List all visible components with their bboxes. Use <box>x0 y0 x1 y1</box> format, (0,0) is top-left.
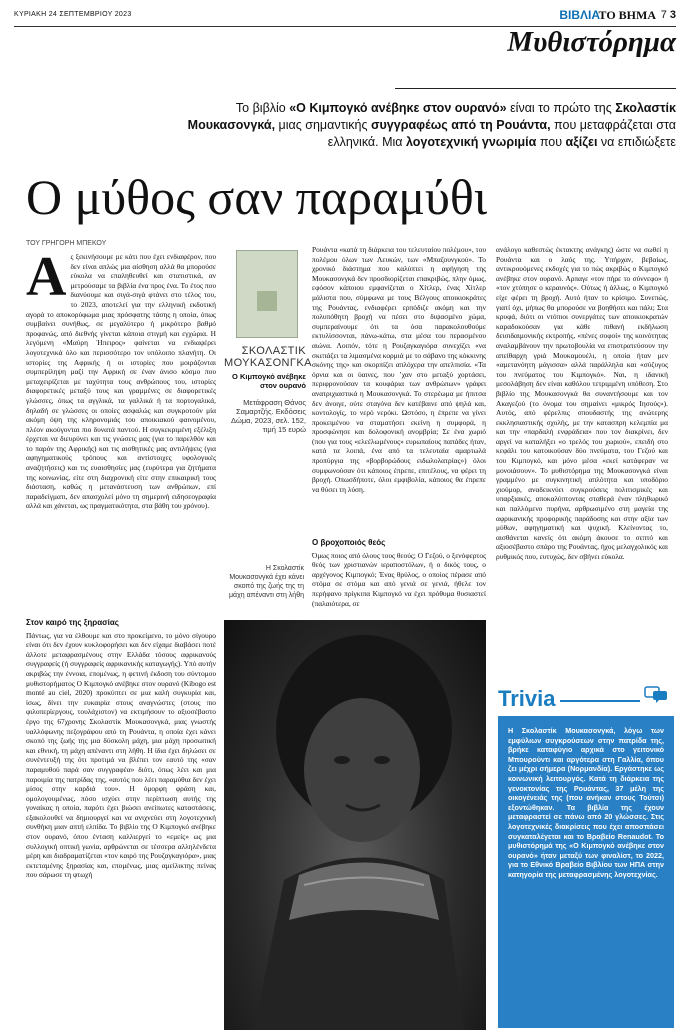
headline: Ο μύθος σαν παραμύθι <box>26 169 488 225</box>
article-text: Πάντως, για να έλθουμε και στο προκείμενο, το μόνο σίγουρο είναι ότι δεν έχουν κυκλοφορήσει και δεν είχαμε διαβάσει ποτέ άλλοτε μεταφρασμένους στην Ελλάδα τόσους αφρικανούς συγγραφείς (ή συγγραφείς αφρικανικής καταγωγής). Υπό αυτήν ακριβώς την έννοια, επομένως, η φετινή έκδοση του σύντομου μυθιστορήματος Ο Κιμπογκό ανέβηκε στον ουρανό (Kibogo est monté au ciel, 2020) προκύπτει σε μια καλή συγκυρία και, ίσως, δίνει την ευκαιρία στους αναγνώστες (στους πιο φιλοπερίεργους, τουλάχιστον) να εκτιμήσουν το αξιοσέβαστο έργο της 67χρονης Σκολαστίκ Μουκασονγκά, μιας γνωστής υαλλόφωνης πεζογράφου από τη Ρουάντα, η οποία έχει κάνει σκοπό της ζωής της μια δύσκολη μάχη, μια μάχη προσωπική και εθνική, τη μάχη απέναντι στη λήθη. Η ίδια έχει δηλώσει σε συνέντευξή της ότι προτιμά να βλέπει τον εαυτό της «σαν παραμυθού παρά σαν συγγραφέα» διότι, όπως λέει και μια παροιμία της πατρίδας της, «αυτός που λέει παραμύθια δεν έχει μίσος στην καρδιά του». Η όμορφη φράση και, ομολογουμένως, πόσο ισχύει στην περίπτωση αυτής της γυναίκας η οποία, παρότι έχει βιώσει ανείπωτες καταστάσεις, εξακολουθεί να δημιουργεί και να ανιχνεύει στη λογοτεχνική συνθήκη μιαν απτή ελπίδα. Το βιβλίο της Ο Κιμπογκό ανέβηκε στον ουρανό, όπου ένταση καλλιεργεί το «εμείς» ως μια συλλογική οπτική γωνία, αρθρώνεται σε τέσσερα αλληλένδετα μέρη και διαδραματίζεται «τον καιρό της Ρουζαγκαγιόρα», μιας εκτεταμένης ξηρασίας και, επομένως, μιας αμείλικτης πείνας που σάρωσε τη φτωχή <box>26 630 216 880</box>
article-text: ς ξεκινήσουμε με κάτι που έχει ενδιαφέρον, που δεν είναι απλώς μια αίσθηση αλλά θα μπορούσε εύκολα να επαληθευθεί και στατιστικά, αν μετρούσαμε τα βιβλία ένα προς ένα. Το έτος που διανύουμε και σιγά-σιγά φτάνει στο τέλος του, το 2023, αποτελεί για την ελληνική εκδοτική αγορά το αποκορύφωμα μιας πρόσφατης τάσης η οποία, όπως συμβαίνει συνήθως, σε μεγαλύτερο ή μικρότερο βαθμό προφανώς, από διεθνής γίνεται κάποια στιγμή και εγχώρια. Η λεγόμενη «Μαύρη Ήπειρος» φαίνεται να ενδιαφέρει λογοτεχνικά όλο και περισσότερο τον υπόλοιπο πλανήτη. Οι ιστορίες της Αφρικής ή οι ιστορίες που μοιράζονται συμπερίληψη μαζί την Αφρική σε έναν άνισο κόσμο που μεταχειρίζεται με ταχύτητα τους ανθρώπους του, ιστορίες διαφορετικές μεταξύ τους και γραμμένες σε διαφορετικές γλώσσες, όπως τα αγγλικά, τα γαλλικά ή τα πορτογαλικά, δηλαδή σε γλώσσες οι οποίες ασφαλώς και συγκροτούν μία ακόμη όψη της κληρονομιάς του αποικιακού φαινομένου, πλέον ακούγονται πιο δυνατά παντού. Η συγκεκριμένη εξέλιξη έρχεται να διευρύνει και τις γνώσεις μας (για το παρελθόν και το παρόν της Αφρικής) και τις αισθητικές μας αντιλήψεις (για αφηγηματικούς τρόπους και αντίστοιχες υφολογικές αναζητήσεις) και τις ευαισθησίες μας (ευρύτερα για ζητήματα της κοινωνίας, είτε στη διαχρονική είτε στην επικαιρική τους διάσταση, καθώς η μετανάστευση των ανθρώπων, επί παραδείγματι, δεν απασχολεί μόνο τη σημερινή ειδησεογραφία αλλά και χάνεται, ως πραγματικότητα, στα βάθη του χρόνου). <box>26 252 216 511</box>
speech-bubble-icon <box>644 686 668 704</box>
trivia-rule <box>560 700 640 702</box>
book-meta: Μετάφραση Θάνος Σαμαρτζής. Εκδόσεις Δώμα, 2023, σελ. 152, τιμή 15 ευρώ <box>230 398 306 434</box>
lede-bold: Σκολαστίκ Μουκασονγκά, <box>187 101 676 132</box>
lede-bold: «Ο Κιμπογκό ανέβηκε στον ουρανό» <box>289 101 507 115</box>
page-number-main: 3 <box>669 9 676 21</box>
book-title: Ο Κιμπογκό ανέβηκε στον ουρανό <box>232 372 306 390</box>
drop-cap: Α <box>26 246 67 308</box>
article-column-3-continued <box>312 538 486 608</box>
article-text: ανάλογο καθεστώς έκτακτης ανάγκης) ώστε να σωθεί η Ρουάντα και ο λαός της. Υπήρχαν, βεβαίως, αντικρουόμενες εκδοχές για το πώς ακριβώς ο Κιμπογκό ανέβηκε στον ουρανό. Αρπαγε «τον πήρε το σύννεφο» ή «τον χτύπησε ο κεραυνός». Ούτως ή άλλως, ο Κιμπογκό είχε φέρει τη βροχή. Αυτό ήταν το κρίσιμο. Συνεπώς, γιατί όχι, μήπως θα μπορούσε να βοηθήσει και πάλι; Στα κρυφά, διότι οι ντόπιοι συνεργάτες των αποικιοκρατών καραδοκούσαν για κάθε πιθανή εκδήλωση δεισιδαιμονικής εκτροπής, «πένες σοφοί» της κοινότητας αναλαμβάνουν την πρωτοβουλία να επιστρατεύσουν την απείθαρχη γριά Μουκαμουέλι, η οποία ήταν μεν «αμετανόητη μάγισσα» αλλά παράλληλα και «σύζυγος του πνεύματος του Κιμπογκό». Ναι, η ιδανική μεσολάβηση δεν είναι καθόλου τετριμμένη υπόθεση. Στο βιβλίο της Μουκασονγκά θα συναντήσουμε και τον Ακαγεζού (το όνομα του σημαίνει «μικρός Ιησούς»). Αυτός, από φέρελπις σπουδαστής της ανώτερης εκκλησιαστικής σχολής, με την κατασπρη κελεμπία μα και την «παρδαλή ενφράδεια» που τον διακρίνει, δεν αργεί να καταλήξει «ο τρελός του χωριού», επειδή στο κεφάλι του κατοικούσαν δύο πνεύματα, του Γεζού και του Κιμπογκό, και μόνο μέσα «εκεί κατάφεραν να μονοιάσουν». Το μυθιστόρημα της Μουκασονγκά είναι γραμμένο με συγκινητική απλότητα και υποδόριο χιούμορ, αναδεικνύει συγκρούσεις πολιτισμικές και υπαρξιακές, αποκαλύπτοντας σταθερά έναν πληθωρικό και παλλόμενο πυρήνα, αρθρωσιμένο στη μαγεία της αφρικανικής προφορικής παράδοσης και στην αξία των μύθων, αφηγηματική και ψυχική. Κλείνοντας το, αισθάνεται κανείς ότι ακόμη άκουσε το σεπτό και αξιοσέβαστο σπάρο της Ρουάντας, ήχος μελαγχολικός και ρυθμικός που, ευτυχώς, δεν σβήνει εύκολα. <box>496 245 668 561</box>
page-number <box>661 9 676 21</box>
trivia-label: Trivia <box>498 686 556 711</box>
lede-bold: συγγραφέως από τη Ρουάντα, <box>370 118 551 132</box>
article-text: Ρουάντα «κατά τη διάρκεια του τελευταίου πολέμου», του πολέμου όλων των Λευκών, των «Μπαζουνγκού». Το χρονικό διάστημα που καλύπτει η αφήγηση της Μουκασονγκά δεν προσδιορίζεται επακριβώς, πλην όμως, εφόσον κάποιου εμφανίζεται ο Χίτλερ, ένας Χίτλερ μάλιστα που, σύμφωνα με τους Βέλγους αποικιοκράτες της Ρουάντας, ενδιαφέρει ερπόδιζε ακόμη και την πολυπόθητη βροχή να πέσει στο διψασμένο χώμα, συμπεραίνουμε ότι τα όσα παρακολουθούμε εκτυλίσσονται, πάνω-κάτω, στα μέσα του περασμένου αιώνα. Λοιπόν, τότε η Ρουζαγκαγιόρα συνεχίζει «να σκεπάζει τα λιμασμένα κορμιά με το σάβανο της κόκκινης σκόνης της» και σκορπίζει απλόχερα την απελπισία. «Τα όρνια και οι ύαινες, που ’χαν στο μεταξύ χορτάσει, περιφρονούσαν τα κουφάρια των ανθρώπων» γράφει ανατριχιαστικά η Μουκασονγκά. Το στερέωμα με ήπιτσα δεν άνοιγε, ούτε σταγόνα δεν κατέβαινε από ψηλά και, κοντολογίς, το νερό νερόκι. Ωστόσο, η έπρεπε να γίνει προκειμένου να σταματήσει εκείνη η συμφορά, η προσφώνησε και δολοφονική ανομβρία; Σε ένα χωριό (που για τους «ελεέλωμένους» ευρωπαίους παπάδες ήταν, κατά τα λοιπά, ένα από τα τελευταία αμαρτωλά προπύργια της «βορβορώδους ειδωλολατρίας») όλοι συμφωνούσαν ότι κάποιος έπρεπε, επιτέλους, να φέρει τη βροχή. Οπωσδήποτε, όλοι εμφιβολία, κάποιος θα έπρεπε να θύσει τη λύση. <box>312 245 486 494</box>
author-photo <box>224 620 486 1030</box>
lede <box>156 100 676 151</box>
subheading: Στον καιρό της ξηρασίας <box>26 618 119 627</box>
article-text: Όμως ποιος από όλους τους θεούς; Ο Γεζού, ο ξενόφερτος θεός των χριστιανών ιεραποστόλων, ή ο δικός τους, ο αρχέγονος Κιμπογκό; Ένας θρύλος, ο οποίος πέρασε από στόμα σε στόμα και από γενιά σε γενιά, ήθελε τον περήφανο πρίγκιπα Κιμπογκό να έχει πρόθυμα θυσιαστεί (παλαιότερα, σε <box>312 550 486 608</box>
genre-divider <box>395 88 676 89</box>
page-prefix: 7 <box>660 9 667 21</box>
lede-text: μιας σημαντικής <box>275 118 371 132</box>
issue-date: ΚΥΡΙΑΚΗ 24 ΣΕΠΤΕΜΒΡΙΟΥ 2023 <box>14 11 132 18</box>
lede-text: είναι το πρώτο της <box>506 101 616 115</box>
subheading: Ο βροχοποιός θεός <box>312 538 386 547</box>
trivia-header <box>498 686 670 716</box>
article-column-1-continued <box>26 618 216 880</box>
photo-caption: Η Σκολαστίκ Μουκασονγκά έχει κάνει σκοπό της ζωής της τη μάχη απέναντι στη λήθη <box>228 565 304 599</box>
lede-text: Το βιβλίο <box>235 101 290 115</box>
page-header <box>14 8 676 27</box>
article-column-1 <box>26 246 216 511</box>
trivia-box <box>498 716 674 1028</box>
lede-text: που μεταφράζεται στα ελληνικά. Μια <box>327 118 676 149</box>
trivia-text: Η Σκολαστίκ Μουκασονγκά, λόγω των εμφύλιων συγκρούσεων στην πατρίδα της, βρήκε καταφύγιο αρχικά στο γειτονικό Μπουρούντι και αργότερα στη Γαλλία, όπου ζει μέχρι σήμερα (Νορμανδία). Εργάστηκε ως κοινωνική λειτουργός. Κατά τη διάρκεια της γενοκτονίας της Ρουάντας, 37 μέλη της οικογένειάς της (που ανήκαν στους Τούτσι) εξοντώθηκαν. Τα βιβλία της έχουν μεταφραστεί σε πάνω από 20 γλώσσες. Στις λογοτεχνικές διακρίσεις που έχει αποσπάσει συγκαταλέγεται και το Βραβείο Renaudot. Το μυθιστόρημά της «Ο Κιμπογκό ανέβηκε στον ουρανό» ήταν μεταξύ των φιναλίστ, το 2022, για το Εθνικό Βραβείο Βιβλίου των ΗΠΑ στην κατηγορία της μεταφρασμένης λογοτεχνίας. <box>508 726 664 879</box>
book-info <box>224 345 312 434</box>
lede-text: να επιδιώξετε <box>597 135 676 149</box>
book-cover-art <box>257 291 277 311</box>
book-author: ΣΚΟΛΑΣΤΙΚ ΜΟΥΚΑΣΟΝΓΚΑ <box>224 345 312 369</box>
genre-label: Μυθιστόρημα <box>507 26 676 58</box>
byline: ΤΟΥ ΓΡΗΓΟΡΗ ΜΠΕΚΟΥ <box>26 240 107 247</box>
newspaper-name: ΤΟ ΒΗΜΑ <box>598 8 656 22</box>
article-column-4 <box>496 245 668 562</box>
lede-bold: αξίζει <box>565 135 598 149</box>
portrait-illustration <box>224 620 486 1030</box>
book-cover <box>236 250 298 338</box>
article-column-3 <box>312 245 486 494</box>
lede-text: που <box>536 135 566 149</box>
section-name: ΒΙΒΛΙΑ <box>559 8 600 22</box>
lede-bold: λογοτεχνική γνωριμία <box>405 135 537 149</box>
